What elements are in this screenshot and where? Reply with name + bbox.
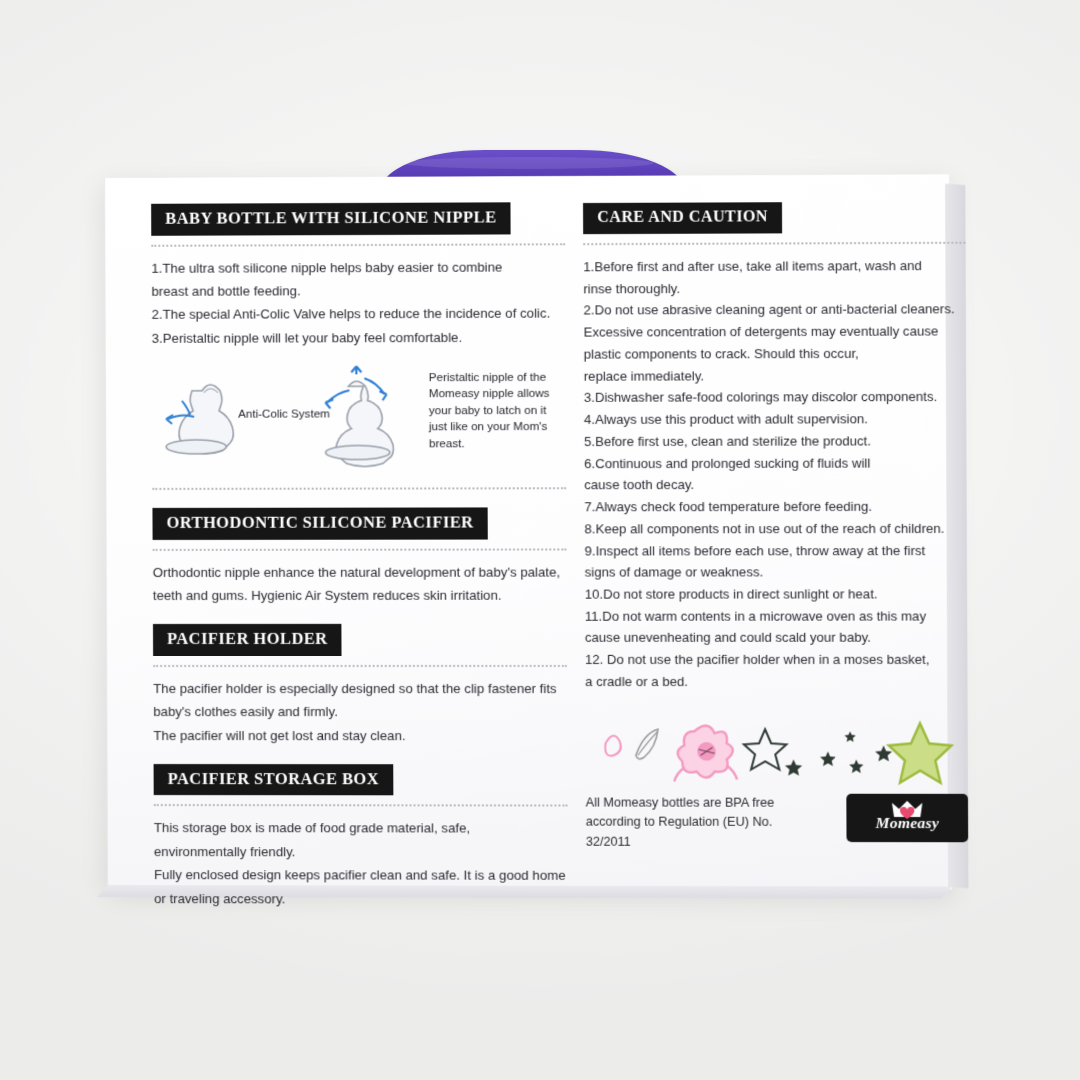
caption-anti-colic: Anti-Colic System [238,407,330,421]
storage-line-3: Fully enclosed design keeps pacifier clean and safe. It is a good home [154,867,566,883]
brand-logo [846,793,968,841]
care-line-9: 5.Before first use, clean and sterilize the product. [584,433,871,449]
nipple-illustration [152,360,566,479]
bottle-line-4: 3.Peristaltic nipple will let your baby feel comfortable. [151,329,463,346]
care-line-6: replace immediately. [583,368,705,384]
bottle-line-1: 1.The ultra soft silicone nipple helps baby easier to combine [151,259,503,276]
care-line-19: 12. Do not use the pacifier holder when in a moses basket, [584,652,930,668]
section-heading-care-caution: CARE AND CAUTION [583,202,782,234]
caption-peristaltic: Peristaltic nipple of the Momeasy nipple allows your baby to latch on it just like on your Mom's breast. [428,370,550,451]
divider-dotted-2 [153,548,567,550]
left-column [151,202,568,906]
orthodontic-line-2: teeth and gums. Hygienic Air System reduces skin irritation. [152,587,502,603]
care-line-5: plastic components to crack. Should this occur, [583,345,859,362]
bottle-line-3: 2.The special Anti-Colic Valve helps to reduce the incidence of colic. [151,305,551,323]
box-back-panel [105,174,955,906]
decorative-doodles [585,715,968,788]
care-line-12: 7.Always check food temperature before feeding. [584,498,873,515]
brand-logo-text: Momeasy [875,814,939,832]
care-line-15: signs of damage or weakness. [584,564,764,580]
care-line-13: 8.Keep all components not in use out of the reach of children. [584,520,945,537]
orthodontic-line-1: Orthodontic nipple enhance the natural development of baby's palate, [152,564,561,580]
divider-dotted-4 [154,804,568,806]
section-pacifier-holder [153,624,567,746]
care-line-11: cause tooth decay. [584,477,695,493]
doodles-svg [585,715,968,788]
care-caution-list [583,255,967,693]
section-orthodontic-pacifier [152,507,566,606]
storage-line-2: environmentally friendly. [153,843,296,860]
care-line-14: 9.Inspect all items before each use, throw away at the first [584,542,926,559]
holder-line-1: The pacifier holder is especially designed so that the clip fastener fits [153,680,557,696]
care-line-4: Excessive concentration of detergents may eventually cause [583,323,939,340]
care-line-2: rinse thoroughly. [583,280,681,297]
care-line-18: cause unevenheating and could scald your baby. [584,630,871,646]
storage-line-1: This storage box is made of food grade material, safe, [153,820,471,836]
section-heading-orthodontic: ORTHODONTIC SILICONE PACIFIER [152,507,487,539]
care-line-20: a cradle or a bed. [585,673,688,690]
product-box [104,174,955,906]
holder-line-2: baby's clothes easily and firmly. [153,704,338,720]
section-heading-pacifier-holder: PACIFIER HOLDER [153,624,342,656]
section-heading-storage-box: PACIFIER STORAGE BOX [154,764,394,796]
care-line-16: 10.Do not store products in direct sunlight or heat. [584,586,878,602]
section-baby-bottle [151,202,566,490]
care-line-10: 6.Continuous and prolonged sucking of fluids will [584,455,871,471]
section-heading-baby-bottle: BABY BOTTLE WITH SILICONE NIPPLE [151,202,511,235]
bottle-line-2: breast and bottle feeding. [151,283,301,299]
divider-dotted-care [583,242,965,245]
right-column [583,200,968,889]
care-line-7: 3.Dishwasher safe-food colorings may discolor components. [583,389,938,406]
divider-dotted-illus [152,487,566,490]
care-line-17: 11.Do not warm contents in a microwave oven as this may [584,608,927,624]
care-line-3: 2.Do not use abrasive cleaning agent or anti-bacterial cleaners. [583,301,955,318]
footer-row [586,793,969,852]
care-line-1: 1.Before first and after use, take all items apart, wash and [583,258,922,275]
divider-dotted-3 [153,665,567,667]
care-line-8: 4.Always use this product with adult supervision. [583,411,868,428]
holder-line-3: The pacifier will not get lost and stay clean. [153,727,406,743]
bpa-note: All Momeasy bottles are BPA free according to Regulation (EU) No. 32/2011 [585,795,775,849]
section-pacifier-storage-box [154,764,568,910]
storage-line-4: or traveling accessory. [154,890,286,906]
divider-dotted [151,243,565,247]
